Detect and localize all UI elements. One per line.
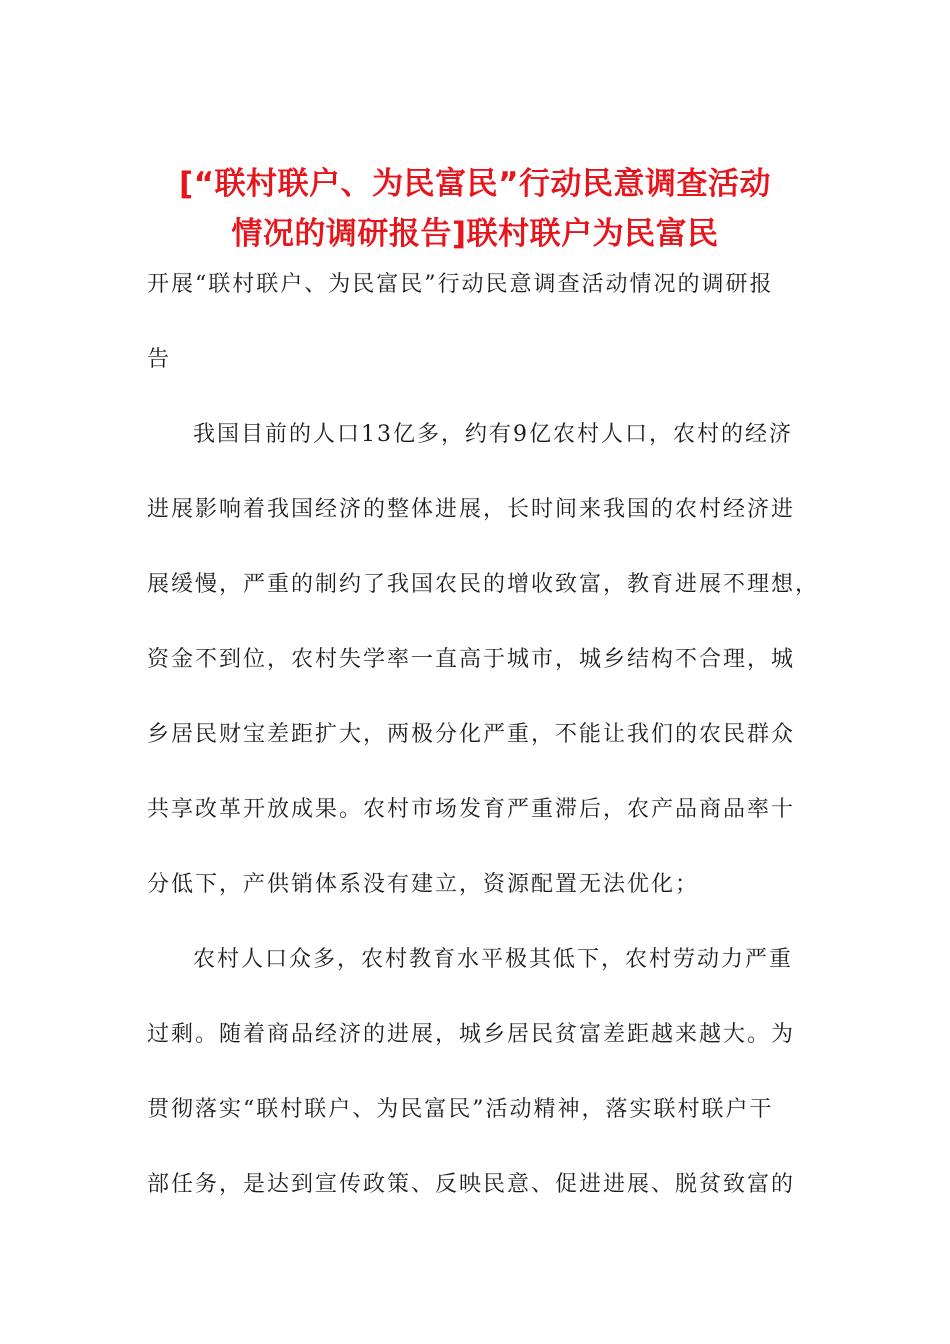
title-line: 情况的调研报告]联村联户为民富民 <box>231 215 719 252</box>
text-line: 乡居民财宝差距扩大，两极分化严重，不能让我们的农民群众 <box>147 722 796 747</box>
text-line: 展缓慢，严重的制约了我国农民的增收致富，教育进展不理想， <box>147 572 820 597</box>
text-line: 过剩。随着商品经济的进展，城乡居民贫富差距越来越大。为 <box>147 1022 796 1047</box>
text-line: 农村人口众多，农村教育水平极其低下，农村劳动力严重 <box>193 947 794 972</box>
document-title <box>100 159 850 259</box>
paragraph-population <box>147 397 820 922</box>
paragraph-subtitle <box>147 247 807 397</box>
title-line: [“联村联户、为民富民”行动民意调查活动 <box>179 165 771 202</box>
text-line: 共享改革开放成果。农村市场发育严重滞后，农产品商品率十 <box>147 797 796 822</box>
text-line: 告 <box>147 347 172 372</box>
text-line: 分低下，产供销体系没有建立，资源配置无法优化； <box>147 872 700 897</box>
text-line: 我国目前的人口13亿多，约有9亿农村人口，农村的经济 <box>193 422 793 447</box>
document-body <box>147 247 820 1222</box>
paragraph-rural-labor <box>147 922 807 1222</box>
text-line: 开展“联村联户、为民富民”行动民意调查活动情况的调研报 <box>147 272 774 297</box>
text-line: 资金不到位，农村失学率一直高于城市，城乡结构不合理，城 <box>147 647 796 672</box>
text-line: 贯彻落实“联村联户、为民富民”活动精神，落实联村联户干 <box>147 1097 774 1122</box>
text-line: 部任务，是达到宣传政策、反映民意、促进进展、脱贫致富的 <box>147 1172 796 1197</box>
text-line: 进展影响着我国经济的整体进展，长时间来我国的农村经济进 <box>147 497 796 522</box>
